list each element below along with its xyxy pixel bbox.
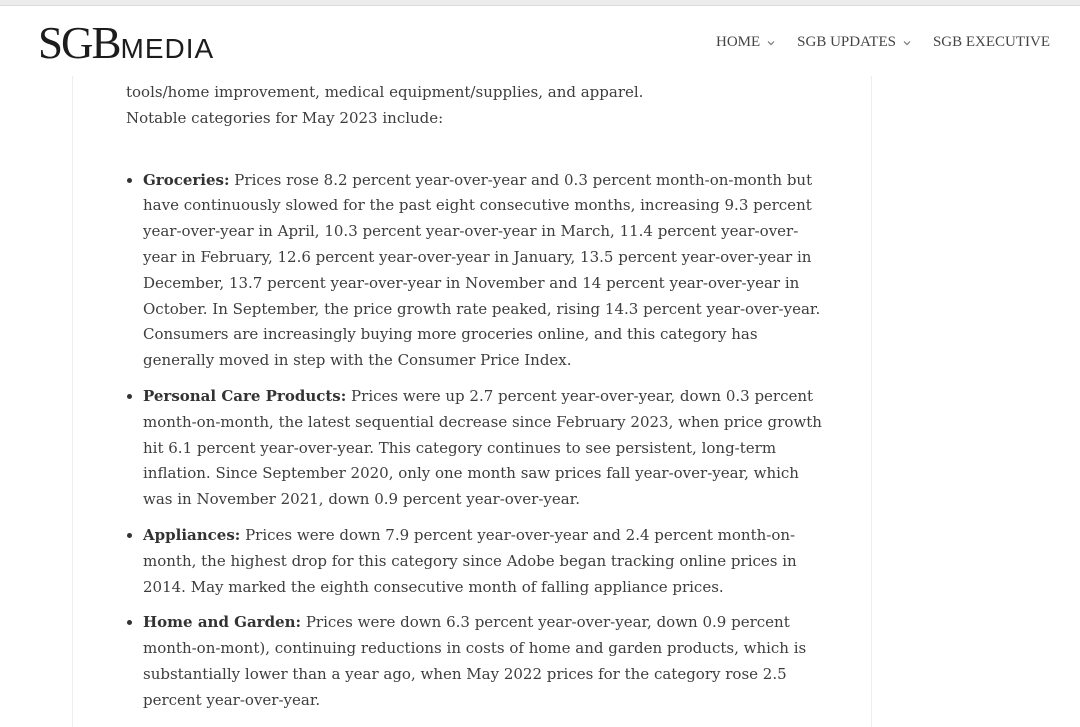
nav-sgb-executive[interactable] xyxy=(933,34,1050,51)
chevron-down-icon xyxy=(903,39,911,47)
nav-home[interactable] xyxy=(716,34,775,51)
site-logo[interactable] xyxy=(38,18,215,68)
category-list xyxy=(126,168,826,714)
article-body xyxy=(126,80,826,724)
logo-media-text: MEDIA xyxy=(120,33,215,64)
list-item-home-garden xyxy=(126,610,826,713)
category-text: Prices were up 2.7 percent year-over-year, down 0.3 percent month-on-month, the latest sequential decrease since February 2023, when price growth hit 6.1 percent year-over-year. This category continues to see persistent, long-term inflation. Since September 2020, only one month saw prices fall year-over-year, which was in November 2021, down 0.9 percent year-over-year. xyxy=(143,386,822,509)
list-item-groceries xyxy=(126,168,826,374)
category-text: Prices rose 8.2 percent year-over-year and 0.3 percent month-on-month but have continuously slowed for the past eight consecutive months, increasing 9.3 percent year-over-year in April, 10.3 percent year-over-year in March, 11.4 percent year-over-year in February, 12.6 percent year-over-year in January, 13.5 percent year-over-year in December, 13.7 percent year-over-year in November and 14 percent year-over-year in October. In September, the price growth rate peaked, rising 14.3 percent year-over-year. Consumers are increasingly buying more groceries online, and this category has generally moved in step with the Consumer Price Index. xyxy=(143,170,821,370)
category-name: Groceries: xyxy=(143,170,230,189)
chevron-down-icon xyxy=(767,39,775,47)
category-name: Personal Care Products: xyxy=(143,386,347,405)
category-name: Home and Garden: xyxy=(143,613,302,632)
logo-sgb-text: SGB xyxy=(38,18,120,68)
nav-sgb-updates[interactable] xyxy=(797,34,911,51)
main-nav xyxy=(716,34,1050,51)
paragraph-intro: Notable categories for May 2023 include: xyxy=(126,108,444,127)
nav-sgb-updates-label: SGB UPDATES xyxy=(797,34,896,50)
list-item-appliances xyxy=(126,523,826,600)
category-name: Appliances: xyxy=(143,525,241,544)
nav-sgb-executive-label: SGB EXECUTIVE xyxy=(932,34,1051,50)
list-item-personal-care xyxy=(126,384,826,513)
site-header xyxy=(0,6,1080,76)
nav-home-label: HOME xyxy=(716,34,761,50)
category-text: Prices were down 6.3 percent year-over-year, down 0.9 percent month-on-mont), continuing reductions in costs of home and garden products, which is substantially lower than a year ago, when May 2022 prices for the category rose 2.5 percent year-over-year. xyxy=(143,613,807,709)
paragraph-continuation: tools/home improvement, medical equipment/supplies, and apparel. xyxy=(126,83,644,101)
category-text: Prices were down 7.9 percent year-over-year and 2.4 percent month-on-month, the highest drop for this category since Adobe began tracking online prices in 2014. May marked the eighth consecutive month of falling appliance prices. xyxy=(143,525,797,596)
